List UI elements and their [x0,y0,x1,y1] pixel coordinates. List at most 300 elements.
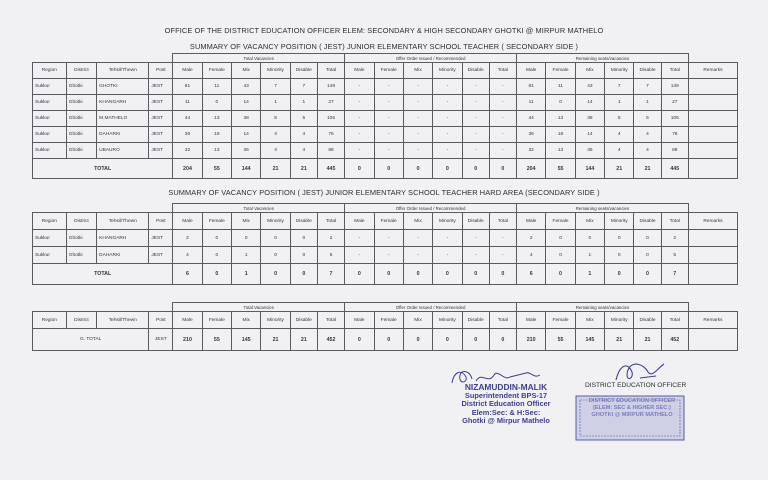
grand-total-value: 0 [345,329,374,351]
cell-value: 1 [261,95,290,111]
total-value: 144 [575,159,604,179]
total-value: 0 [489,264,516,285]
cell-remarks [688,159,737,179]
cell-value: 88 [317,143,344,159]
total-value: 0 [605,264,634,285]
col-male: Male [516,63,545,79]
cell-value: 1 [290,95,317,111]
col-female: Female [546,63,575,79]
cell-district: Ghotki [66,143,96,159]
grand-total-value: 21 [634,329,661,351]
table-row [33,247,738,264]
total-value: 1 [232,264,261,285]
cell-value: 14 [575,127,604,143]
cell-region: Sukkur [33,79,67,95]
cell-value: - [374,111,403,127]
cell-value: - [374,127,403,143]
cell-value: 44 [173,111,202,127]
cell-value: 0 [575,230,604,247]
cell-value: 0 [634,247,661,264]
group-offer-order: Offer Order Issued / Recommended [345,303,517,312]
col-male: Male [173,63,202,79]
cell-value: 5 [317,247,344,264]
cell-region: Sukkur [33,127,67,143]
cell-value: - [403,247,432,264]
cell-value: - [462,247,489,264]
col-total: Total [661,213,688,230]
grand-total-value: 21 [261,329,290,351]
designation-label: DISTRICT EDUCATION OFFICER [585,382,687,389]
cell-value: - [433,247,462,264]
col-disable: Disable [290,213,317,230]
group-total-vacancies: Total Vacancies [173,303,345,312]
vacancy-table-hard-area [32,203,738,285]
cell-tehsil: DAHARKI [97,247,149,264]
header-blank-right [688,303,737,312]
cell-value: 81 [516,79,545,95]
header-blank [33,204,173,213]
col-female: Female [546,312,575,329]
cell-value: - [403,111,432,127]
cell-value: - [345,79,374,95]
cell-value: 0 [605,247,634,264]
cell-tehsil: GHOTKI [97,79,149,95]
cell-region: Sukkur [33,230,67,247]
total-value: 7 [661,264,688,285]
signature-block-left [436,383,576,426]
cell-value: 13 [546,143,575,159]
signatory-line2: District Education Officer [461,399,551,408]
cell-value: 149 [317,79,344,95]
total-value: 445 [661,159,688,179]
col-disable: Disable [462,312,489,329]
cell-value: 5 [605,111,634,127]
cell-value: 1 [605,95,634,111]
group-remaining: Remaining seats/vacancies [516,54,688,63]
table-row [33,143,738,159]
col-mix: Mix [403,312,432,329]
cell-value: - [462,230,489,247]
cell-post: JEST [149,111,173,127]
stamp-line3: GHOTKI @ MIRPUR MATHELO [591,412,673,419]
cell-value: - [489,79,516,95]
cell-region: Sukkur [33,143,67,159]
total-value: 0 [345,264,374,285]
col-minority: Minority [605,213,634,230]
cell-value: 14 [232,95,261,111]
col-male: Male [173,312,202,329]
col-post: Post [149,213,173,230]
cell-value: 35 [232,143,261,159]
grand-total-value: 0 [403,329,432,351]
total-value: 0 [374,159,403,179]
col-mix: Mix [575,312,604,329]
cell-tehsil: DAHARKI [97,127,149,143]
cell-value: 18 [202,127,231,143]
cell-remarks [688,79,737,95]
grand-total-value: 452 [317,329,344,351]
cell-value: 0 [290,230,317,247]
col-minority: Minority [433,312,462,329]
cell-value: - [374,247,403,264]
col-disable: Disable [290,63,317,79]
cell-value: 2 [317,230,344,247]
col-female: Female [546,213,575,230]
grand-total-value: 145 [575,329,604,351]
grand-total-value: 210 [173,329,202,351]
col-disable: Disable [634,312,661,329]
col-total: Total [317,63,344,79]
total-value: 0 [634,264,661,285]
group-remaining: Remaining seats/vacancies [516,204,688,213]
total-row [33,264,738,285]
col-mix: Mix [232,312,261,329]
cell-value: 13 [546,111,575,127]
col-female: Female [374,63,403,79]
total-value: 0 [433,264,462,285]
cell-district: Ghotki [66,111,96,127]
cell-value: 4 [290,143,317,159]
cell-remarks [688,95,737,111]
total-value: 55 [546,159,575,179]
col-total: Total [317,213,344,230]
cell-value: 32 [516,143,545,159]
cell-value: 5 [290,111,317,127]
cell-value: 38 [232,111,261,127]
col-male: Male [345,63,374,79]
group-total-vacancies: Total Vacancies [173,204,345,213]
col-post: Post [149,312,173,329]
cell-value: 81 [173,79,202,95]
office-header: OFFICE OF THE DISTRICT EDUCATION OFFICER ELEM: SECONDARY & HIGH SECONDARY GHOTKI @ MIRPUR MATHELO [164,26,604,35]
cell-value: - [489,95,516,111]
cell-value: 0 [546,247,575,264]
cell-value: - [374,143,403,159]
total-value: 55 [202,159,231,179]
col-minority: Minority [261,63,290,79]
cell-value: 5 [261,111,290,127]
cell-value: - [403,230,432,247]
cell-value: 4 [605,143,634,159]
col-minority: Minority [605,312,634,329]
col-district: District [66,312,96,329]
total-value: 0 [489,159,516,179]
cell-value: 1 [232,247,261,264]
cell-value: - [433,127,462,143]
col-disable: Disable [290,312,317,329]
col-minority: Minority [433,63,462,79]
stamp-line2: (ELEM: SEC & HIGHER SEC:) [592,405,671,412]
cell-value: - [374,230,403,247]
total-value: 0 [403,264,432,285]
cell-value: - [433,143,462,159]
signatory-line1: Superintendent BPS-17 [464,390,548,400]
cell-post: JEST [149,230,173,247]
cell-value: 5 [634,111,661,127]
cell-value: 0 [202,230,231,247]
cell-value: 0 [261,230,290,247]
cell-value: 7 [605,79,634,95]
cell-value: 2 [173,230,202,247]
cell-post: JEST [149,143,173,159]
col-remarks: Remarks [688,312,737,329]
signatory-line4: Ghotki @ Mirpur Mathelo [462,416,550,425]
col-mix: Mix [232,213,261,230]
stamp-line1: DISTRICT EDUCATION OFFICER [588,398,676,404]
cell-remarks [688,230,737,247]
grand-total-value: 210 [516,329,545,351]
grand-total-value: 145 [232,329,261,351]
cell-value: 105 [661,111,688,127]
grand-total-value: 55 [202,329,231,351]
cell-district: Ghotki [66,230,96,247]
cell-value: 4 [605,127,634,143]
cell-tehsil: KHANGARH [97,95,149,111]
cell-value: - [345,247,374,264]
cell-region: Sukkur [33,247,67,264]
col-district: District [66,213,96,230]
col-region: Region [33,63,67,79]
grand-total-value: 0 [433,329,462,351]
col-total: Total [661,63,688,79]
cell-value: - [462,127,489,143]
col-disable: Disable [462,63,489,79]
cell-value: 11 [546,79,575,95]
cell-tehsil: UBAURO [97,143,149,159]
table-row [33,95,738,111]
col-total: Total [317,312,344,329]
table2-title: SUMMARY OF VACANCY POSITION ( JEST) JUNIOR ELEMENTARY SCHOOL TEACHER HARD AREA (SECONDARY SIDE ) [168,188,600,197]
cell-value: 76 [317,127,344,143]
cell-value: 149 [661,79,688,95]
col-disable: Disable [462,213,489,230]
col-minority: Minority [605,63,634,79]
cell-value: 76 [661,127,688,143]
header-blank [33,303,173,312]
total-value: 204 [516,159,545,179]
col-district: District [66,63,96,79]
cell-value: - [489,230,516,247]
cell-value: - [462,79,489,95]
col-total: Total [489,63,516,79]
cell-post: JEST [149,79,173,95]
cell-value: - [345,230,374,247]
cell-value: 27 [661,95,688,111]
cell-remarks [688,329,737,351]
group-total-vacancies: Total Vacancies [173,54,345,63]
total-value: 0 [546,264,575,285]
cell-value: - [433,111,462,127]
total-value: 0 [403,159,432,179]
cell-value: 4 [290,127,317,143]
cell-district: Ghotki [66,127,96,143]
cell-value: - [433,79,462,95]
table1-title: SUMMARY OF VACANCY POSITION ( JEST) JUNIOR ELEMENTARY SCHOOL TEACHER ( SECONDARY SIDE ) [189,42,579,51]
col-total: Total [489,213,516,230]
total-value: 21 [290,159,317,179]
total-value: 0 [202,264,231,285]
cell-remarks [688,111,737,127]
cell-value: 7 [634,79,661,95]
cell-value: 7 [261,79,290,95]
col-mix: Mix [403,63,432,79]
cell-value: 5 [661,247,688,264]
col-region: Region [33,312,67,329]
cell-value: - [403,143,432,159]
cell-value: 13 [202,111,231,127]
total-value: 0 [261,264,290,285]
total-value: 6 [516,264,545,285]
cell-value: - [374,79,403,95]
col-region: Region [33,213,67,230]
col-mix: Mix [575,213,604,230]
total-value: 144 [232,159,261,179]
cell-value: 2 [661,230,688,247]
cell-value: - [374,95,403,111]
table-row [33,230,738,247]
cell-value: 36 [173,127,202,143]
cell-value: 43 [575,79,604,95]
col-mix: Mix [232,63,261,79]
cell-value: 13 [202,143,231,159]
cell-value: 88 [661,143,688,159]
cell-value: - [489,247,516,264]
header-blank-right [688,54,737,63]
total-value: 1 [575,264,604,285]
col-total: Total [489,312,516,329]
cell-value: - [489,143,516,159]
cell-value: 14 [575,95,604,111]
total-label: TOTAL [33,264,173,285]
col-remarks: Remarks [688,63,737,79]
col-tehsil: Tehsil/Thewn [97,312,149,329]
cell-value: - [433,95,462,111]
col-male: Male [516,213,545,230]
cell-region: Sukkur [33,95,67,111]
vacancy-table-secondary [32,53,738,179]
cell-value: - [345,95,374,111]
cell-value: 105 [317,111,344,127]
header-blank-right [688,204,737,213]
cell-value: 27 [317,95,344,111]
grand-total-value: 21 [290,329,317,351]
cell-value: 4 [516,247,545,264]
col-female: Female [202,312,231,329]
cell-value: 32 [173,143,202,159]
grand-total-value: 0 [489,329,516,351]
cell-value: 1 [575,247,604,264]
table-row [33,127,738,143]
grand-total-value: 452 [661,329,688,351]
cell-district: Ghotki [66,247,96,264]
stamp-text [582,398,682,420]
cell-value: 18 [546,127,575,143]
cell-value: 4 [634,127,661,143]
cell-remarks [688,264,737,285]
cell-district: Ghotki [66,95,96,111]
col-female: Female [202,63,231,79]
cell-value: - [462,143,489,159]
total-value: 204 [173,159,202,179]
cell-remarks [688,247,737,264]
cell-district: Ghotki [66,79,96,95]
signatory-line3: Elem:Sec: & H:Sec: [471,407,541,417]
cell-value: 11 [173,95,202,111]
grand-total-post: JEST [149,329,173,351]
cell-value: - [433,230,462,247]
col-total: Total [661,312,688,329]
vacancy-table-grand-total [32,302,738,351]
cell-value: 0 [202,95,231,111]
total-value: 21 [634,159,661,179]
cell-value: 4 [261,127,290,143]
col-mix: Mix [575,63,604,79]
col-post: Post [149,63,173,79]
total-label: TOTAL [33,159,173,179]
total-value: 0 [345,159,374,179]
grand-total-value: 0 [374,329,403,351]
cell-value: 36 [516,127,545,143]
cell-value: 0 [546,230,575,247]
total-value: 445 [317,159,344,179]
cell-value: - [345,143,374,159]
grand-total-row [33,329,738,351]
cell-value: - [403,127,432,143]
table-row [33,111,738,127]
grand-total-value: 55 [546,329,575,351]
cell-value: 0 [546,95,575,111]
col-disable: Disable [634,213,661,230]
cell-value: 0 [232,230,261,247]
cell-value: - [462,95,489,111]
cell-remarks [688,127,737,143]
header-blank [33,54,173,63]
grand-total-label: G. TOTAL [33,329,149,351]
cell-value: 4 [261,143,290,159]
cell-value: - [345,127,374,143]
grand-total-value: 21 [605,329,634,351]
signatory-name: NIZAMUDDIN-MALIK [464,382,548,392]
cell-value: 2 [516,230,545,247]
total-value: 0 [433,159,462,179]
col-remarks: Remarks [688,213,737,230]
cell-value: - [489,111,516,127]
cell-value: 44 [516,111,545,127]
total-value: 0 [462,159,489,179]
total-row [33,159,738,179]
cell-value: 11 [516,95,545,111]
cell-value: 0 [290,247,317,264]
cell-tehsil: M.MATHELO [97,111,149,127]
cell-post: JEST [149,247,173,264]
cell-tehsil: KHANGARH [97,230,149,247]
cell-remarks [688,143,737,159]
col-female: Female [374,312,403,329]
total-value: 0 [462,264,489,285]
cell-value: 43 [232,79,261,95]
total-value: 7 [317,264,344,285]
cell-value: 7 [290,79,317,95]
cell-value: 0 [634,230,661,247]
col-tehsil: Tehsil/Thewn [97,63,149,79]
col-minority: Minority [261,213,290,230]
table-row [33,79,738,95]
col-tehsil: Tehsil/Thewn [97,213,149,230]
total-value: 6 [173,264,202,285]
col-minority: Minority [261,312,290,329]
col-minority: Minority [433,213,462,230]
cell-value: - [403,95,432,111]
